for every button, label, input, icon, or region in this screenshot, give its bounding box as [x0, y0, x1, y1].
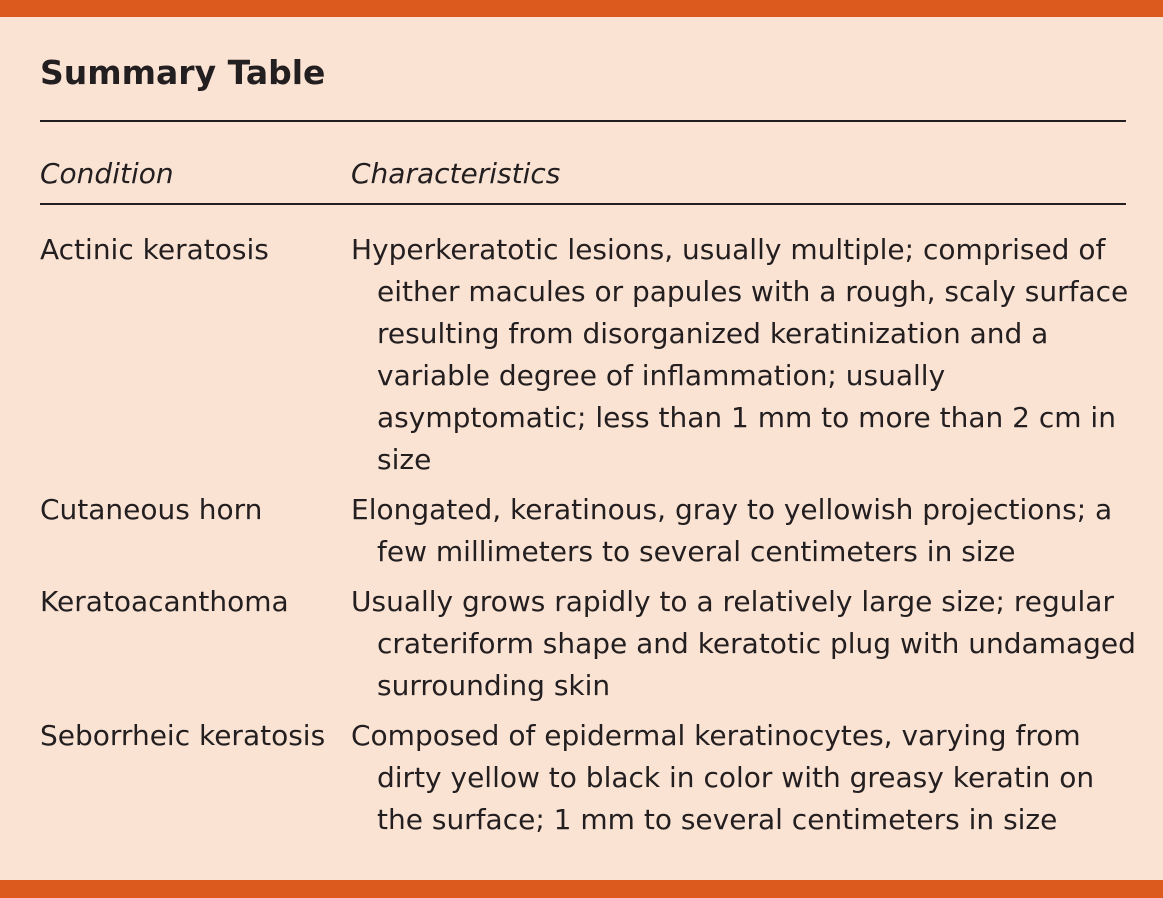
bottom-accent-bar [0, 880, 1163, 898]
table-row [40, 581, 1136, 707]
title-divider [40, 120, 1126, 122]
condition-cell: Keratoacanthoma [40, 585, 289, 618]
characteristics-cell: Hyperkeratotic lesions, usually multiple; comprised of either macules or papules with a rough, scaly surface resulting from disorganized keratinization and a variable degree of inflammation; usually asymptomatic; less than 1 mm to more than 2 cm in size [351, 233, 1129, 476]
condition-cell: Actinic keratosis [40, 233, 269, 266]
condition-cell: Cutaneous horn [40, 493, 263, 526]
table-row [40, 715, 1126, 841]
column-header-characteristics: Characteristics [351, 157, 561, 190]
table-row [40, 229, 1129, 481]
characteristics-cell: Composed of epidermal keratinocytes, varying from dirty yellow to black in color with greasy keratin on the surface; 1 mm to several centimeters in size [351, 719, 1095, 836]
condition-cell: Seborrheic keratosis [40, 719, 326, 752]
table-row [40, 489, 1126, 573]
top-accent-bar [0, 0, 1163, 17]
characteristics-cell: Usually grows rapidly to a relatively large size; regular crateriform shape and keratotic plug with undamaged surrounding skin [351, 585, 1136, 702]
characteristics-cell: Elongated, keratinous, gray to yellowish projections; a few millimeters to several centimeters in size [351, 493, 1113, 568]
table-body [40, 229, 1136, 841]
column-header-condition: Condition [40, 157, 174, 190]
table-title: Summary Table [40, 53, 326, 92]
header-divider [40, 203, 1126, 205]
